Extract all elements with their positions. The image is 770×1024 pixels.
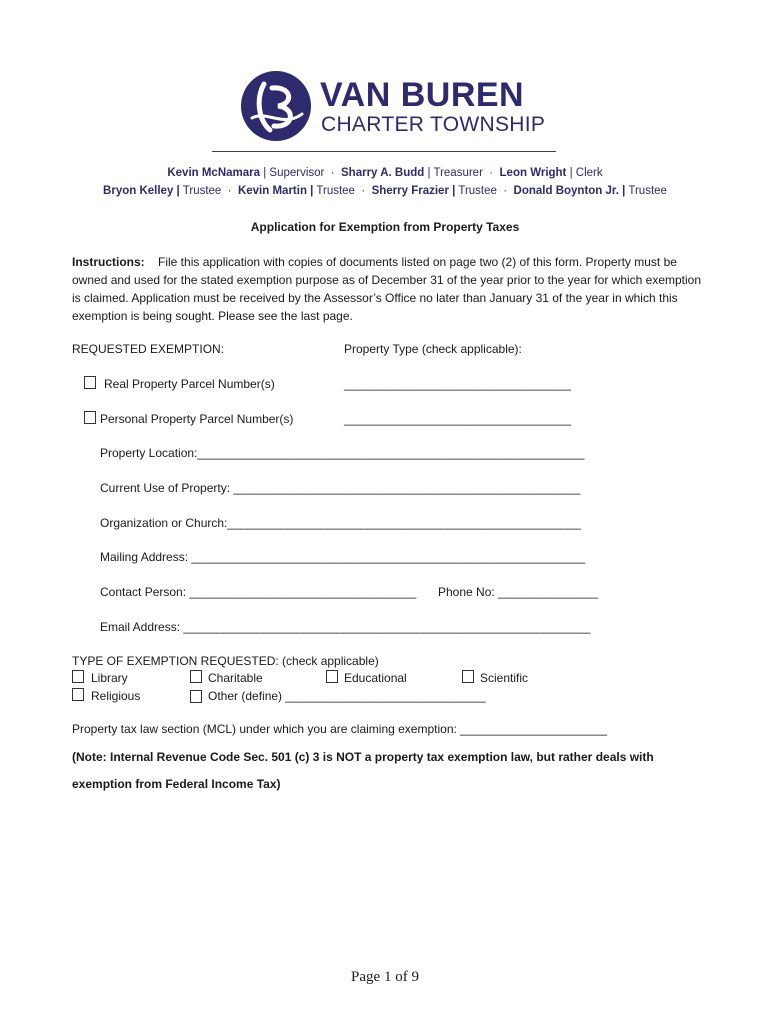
instructions-text: File this application with copies of documents listed on page two (2) of this form. Property must be owned and used for the stated exemption purpose as of December 31 of the year prior to the year for which exemption is claimed. Application must be received by the Assessor’s Office no later than January 31 of the year in which this exemption is being sought. Please see the last page. [72, 255, 702, 323]
header-rule [212, 151, 556, 152]
page-number: Page 1 of 9 [351, 969, 419, 985]
official-name: Sharry A. Budd [341, 167, 425, 179]
property-type-label: Property Type (check applicable): [344, 342, 522, 356]
educational-label: Educational [344, 671, 407, 685]
official-role: | Clerk [569, 167, 603, 179]
organization-field[interactable]: Organization or Church:_____________________________________________________ [100, 516, 582, 530]
instructions-label: Instructions: [72, 255, 145, 269]
library-checkbox[interactable] [72, 670, 84, 683]
official-name: Donald Boynton Jr. | [513, 185, 626, 197]
logo-title: VAN BUREN [320, 76, 525, 114]
scientific-checkbox[interactable] [462, 670, 474, 683]
separator: · [330, 167, 335, 179]
current-use-field[interactable]: Current Use of Property: ____________________________________________________ [100, 481, 581, 495]
note-line-1: (Note: Internal Revenue Code Sec. 501 (c) 3 is NOT a property tax exemption law, but rather deals with [72, 750, 654, 764]
document-title: Application for Exemption from Property Taxes [250, 220, 520, 234]
separator: · [503, 185, 508, 197]
separator: · [361, 185, 366, 197]
personal-property-parcel-field[interactable]: __________________________________ [344, 412, 571, 426]
officials-line-2 [0, 185, 770, 197]
township-logo-icon [240, 70, 312, 142]
exemption-type-heading: TYPE OF EXEMPTION REQUESTED: (check applicable) [72, 654, 379, 668]
personal-property-checkbox[interactable] [84, 411, 96, 424]
official-role: Trustee [628, 185, 667, 197]
official-role: | Supervisor [263, 167, 325, 179]
charitable-checkbox[interactable] [190, 670, 202, 683]
real-property-label: Real Property Parcel Number(s) [104, 377, 275, 391]
real-property-parcel-field[interactable]: __________________________________ [344, 377, 571, 391]
real-property-checkbox[interactable] [84, 376, 96, 389]
mailing-address-field[interactable]: Mailing Address: ___________________________________________________________ [100, 550, 586, 564]
requested-exemption-label: REQUESTED EXEMPTION: [72, 342, 225, 356]
official-name: Leon Wright [499, 167, 567, 179]
separator: · [489, 167, 494, 179]
official-name: Bryon Kelley | [103, 185, 180, 197]
personal-property-label: Personal Property Parcel Number(s) [100, 412, 294, 426]
official-role: | Treasurer [427, 167, 483, 179]
contact-person-field[interactable]: Contact Person: __________________________________ [100, 585, 417, 599]
logo-subtitle: CHARTER TOWNSHIP [321, 113, 546, 136]
official-role: Trustee [458, 185, 497, 197]
other-define-field[interactable]: Other (define) ______________________________ [208, 689, 486, 703]
phone-number-field[interactable]: Phone No: _______________ [438, 585, 599, 599]
official-name: Kevin McNamara [167, 167, 261, 179]
other-checkbox[interactable] [190, 690, 202, 703]
property-location-field[interactable]: Property Location:__________________________________________________________ [100, 446, 585, 460]
charitable-label: Charitable [208, 671, 263, 685]
religious-checkbox[interactable] [72, 688, 84, 701]
official-name: Sherry Frazier | [371, 185, 456, 197]
religious-label: Religious [91, 689, 141, 703]
library-label: Library [91, 671, 128, 685]
separator: · [227, 185, 232, 197]
official-name: Kevin Martin | [237, 185, 314, 197]
tax-law-section-field[interactable]: Property tax law section (MCL) under which you are claiming exemption: ______________________ [72, 722, 607, 736]
official-role: Trustee [316, 185, 355, 197]
scientific-label: Scientific [480, 671, 529, 685]
email-address-field[interactable]: Email Address: _____________________________________________________________ [100, 620, 591, 634]
note-line-2: exemption from Federal Income Tax) [72, 777, 281, 791]
officials-line-1 [0, 167, 770, 179]
official-role: Trustee [182, 185, 222, 197]
instructions [72, 253, 702, 325]
educational-checkbox[interactable] [326, 670, 338, 683]
